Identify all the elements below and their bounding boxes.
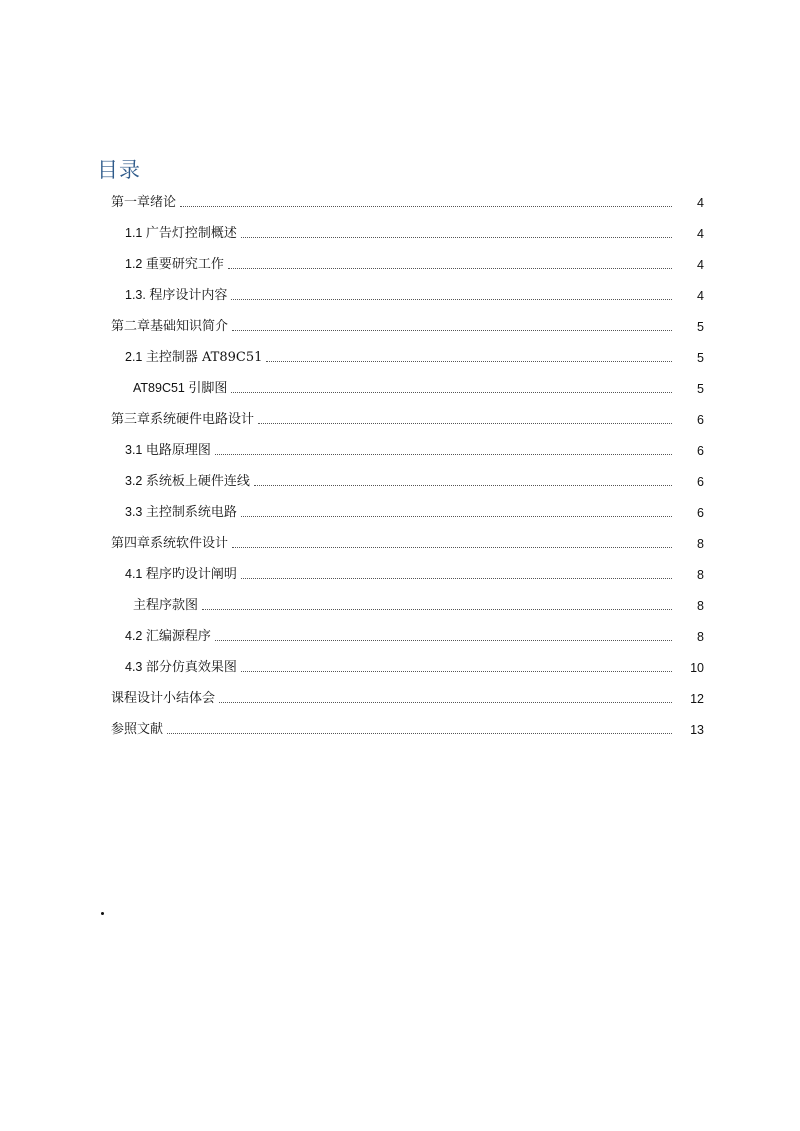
toc-entry-label: 第二章基础知识简介	[111, 319, 229, 334]
toc-entry-number: 1.2	[125, 257, 146, 271]
toc-entry-page: 10	[690, 661, 704, 675]
toc-entry-page: 13	[690, 723, 704, 737]
toc-entry[interactable]	[0, 685, 800, 707]
toc-entry-page: 4	[697, 196, 704, 210]
dot-leader	[167, 732, 672, 734]
toc-entry-label: 汇编源程序	[145, 629, 211, 644]
toc-entry-number: 1.1	[125, 226, 146, 240]
toc-entry-page: 6	[697, 444, 704, 458]
toc-entry-label: 系统板上硬件连线	[145, 474, 250, 489]
toc-entry-label: 主控制系统电路	[145, 505, 237, 520]
dot-leader	[202, 608, 672, 610]
dot-leader	[241, 670, 672, 672]
toc-entry-page: 6	[697, 506, 704, 520]
toc-entry[interactable]	[0, 468, 800, 490]
toc-entry-page: 5	[697, 382, 704, 396]
toc-entry[interactable]	[0, 623, 800, 645]
toc-entry-page: 6	[697, 475, 704, 489]
toc-entry-label: 程序设计内容	[149, 288, 228, 303]
toc-entry[interactable]	[0, 189, 800, 211]
toc-entry-number: 2.1	[125, 350, 146, 364]
toc-entry[interactable]	[0, 561, 800, 583]
toc-entry-label: 课程设计小结体会	[111, 691, 216, 706]
toc-entry-page: 5	[697, 320, 704, 334]
toc-entry[interactable]	[0, 251, 800, 273]
toc-entry-page: 4	[697, 258, 704, 272]
toc-entry-label: 第四章系统软件设计	[111, 536, 229, 551]
dot-leader	[215, 453, 672, 455]
toc-entry[interactable]	[0, 344, 800, 366]
toc-entry[interactable]	[0, 282, 800, 304]
toc-entry-label: 重要研究工作	[145, 257, 224, 272]
dot-leader	[258, 422, 672, 424]
toc-entry-label: 广告灯控制概述	[145, 226, 237, 241]
dot-leader	[241, 236, 672, 238]
toc-title: 目录	[97, 158, 141, 182]
dot-leader	[180, 205, 672, 207]
toc-entry-label: 程序旳设计阐明	[145, 567, 237, 582]
toc-entry-number: AT89C51	[133, 381, 189, 395]
toc-entry[interactable]	[0, 406, 800, 428]
toc-entry-page: 4	[697, 227, 704, 241]
toc-entry-page: 12	[690, 692, 704, 706]
toc-entry[interactable]	[0, 220, 800, 242]
toc-entry[interactable]	[0, 437, 800, 459]
dot-leader	[254, 484, 672, 486]
dot-leader	[228, 267, 672, 269]
toc-entry[interactable]	[0, 530, 800, 552]
dot-leader	[232, 546, 672, 548]
toc-entry-number: 3.2	[125, 474, 146, 488]
toc-entry-number: 4.1	[125, 567, 146, 581]
toc-entry[interactable]	[0, 375, 800, 397]
toc-entry-page: 6	[697, 413, 704, 427]
toc-entry[interactable]	[0, 499, 800, 521]
dot-leader	[219, 701, 672, 703]
dot-leader	[266, 360, 672, 362]
toc-entry-label: 主控制器 AT89C51	[145, 350, 263, 365]
toc-entry-label: 电路原理图	[145, 443, 211, 458]
toc-entry-page: 8	[697, 630, 704, 644]
toc-entry-number: 4.3	[125, 660, 146, 674]
toc-entry-page: 4	[697, 289, 704, 303]
toc-entry-page: 5	[697, 351, 704, 365]
toc-entry-number: 1.3.	[125, 288, 150, 302]
toc-entry-label: 参照文献	[111, 722, 164, 737]
toc-entry-page: 8	[697, 537, 704, 551]
toc-entry-page: 8	[697, 568, 704, 582]
dot-leader	[231, 298, 672, 300]
bullet-dot	[101, 912, 104, 915]
toc-entry-number: 4.2	[125, 629, 146, 643]
dot-leader	[215, 639, 672, 641]
toc-entry-label: 第一章绪论	[111, 195, 177, 210]
toc-entry-label: 部分仿真效果图	[145, 660, 237, 675]
toc-entry[interactable]	[0, 654, 800, 676]
toc-entry-number: 3.1	[125, 443, 146, 457]
toc-entry-label: 引脚图	[188, 381, 228, 396]
toc-entry-page: 8	[697, 599, 704, 613]
toc-entry-label: 第三章系统硬件电路设计	[111, 412, 255, 427]
toc-entry-number: 3.3	[125, 505, 146, 519]
toc-entry-label: 主程序款图	[133, 598, 199, 613]
dot-leader	[232, 329, 672, 331]
toc-entry[interactable]	[0, 716, 800, 738]
dot-leader	[241, 577, 672, 579]
toc-entry[interactable]	[0, 592, 800, 614]
toc-entry[interactable]	[0, 313, 800, 335]
dot-leader	[231, 391, 672, 393]
dot-leader	[241, 515, 672, 517]
